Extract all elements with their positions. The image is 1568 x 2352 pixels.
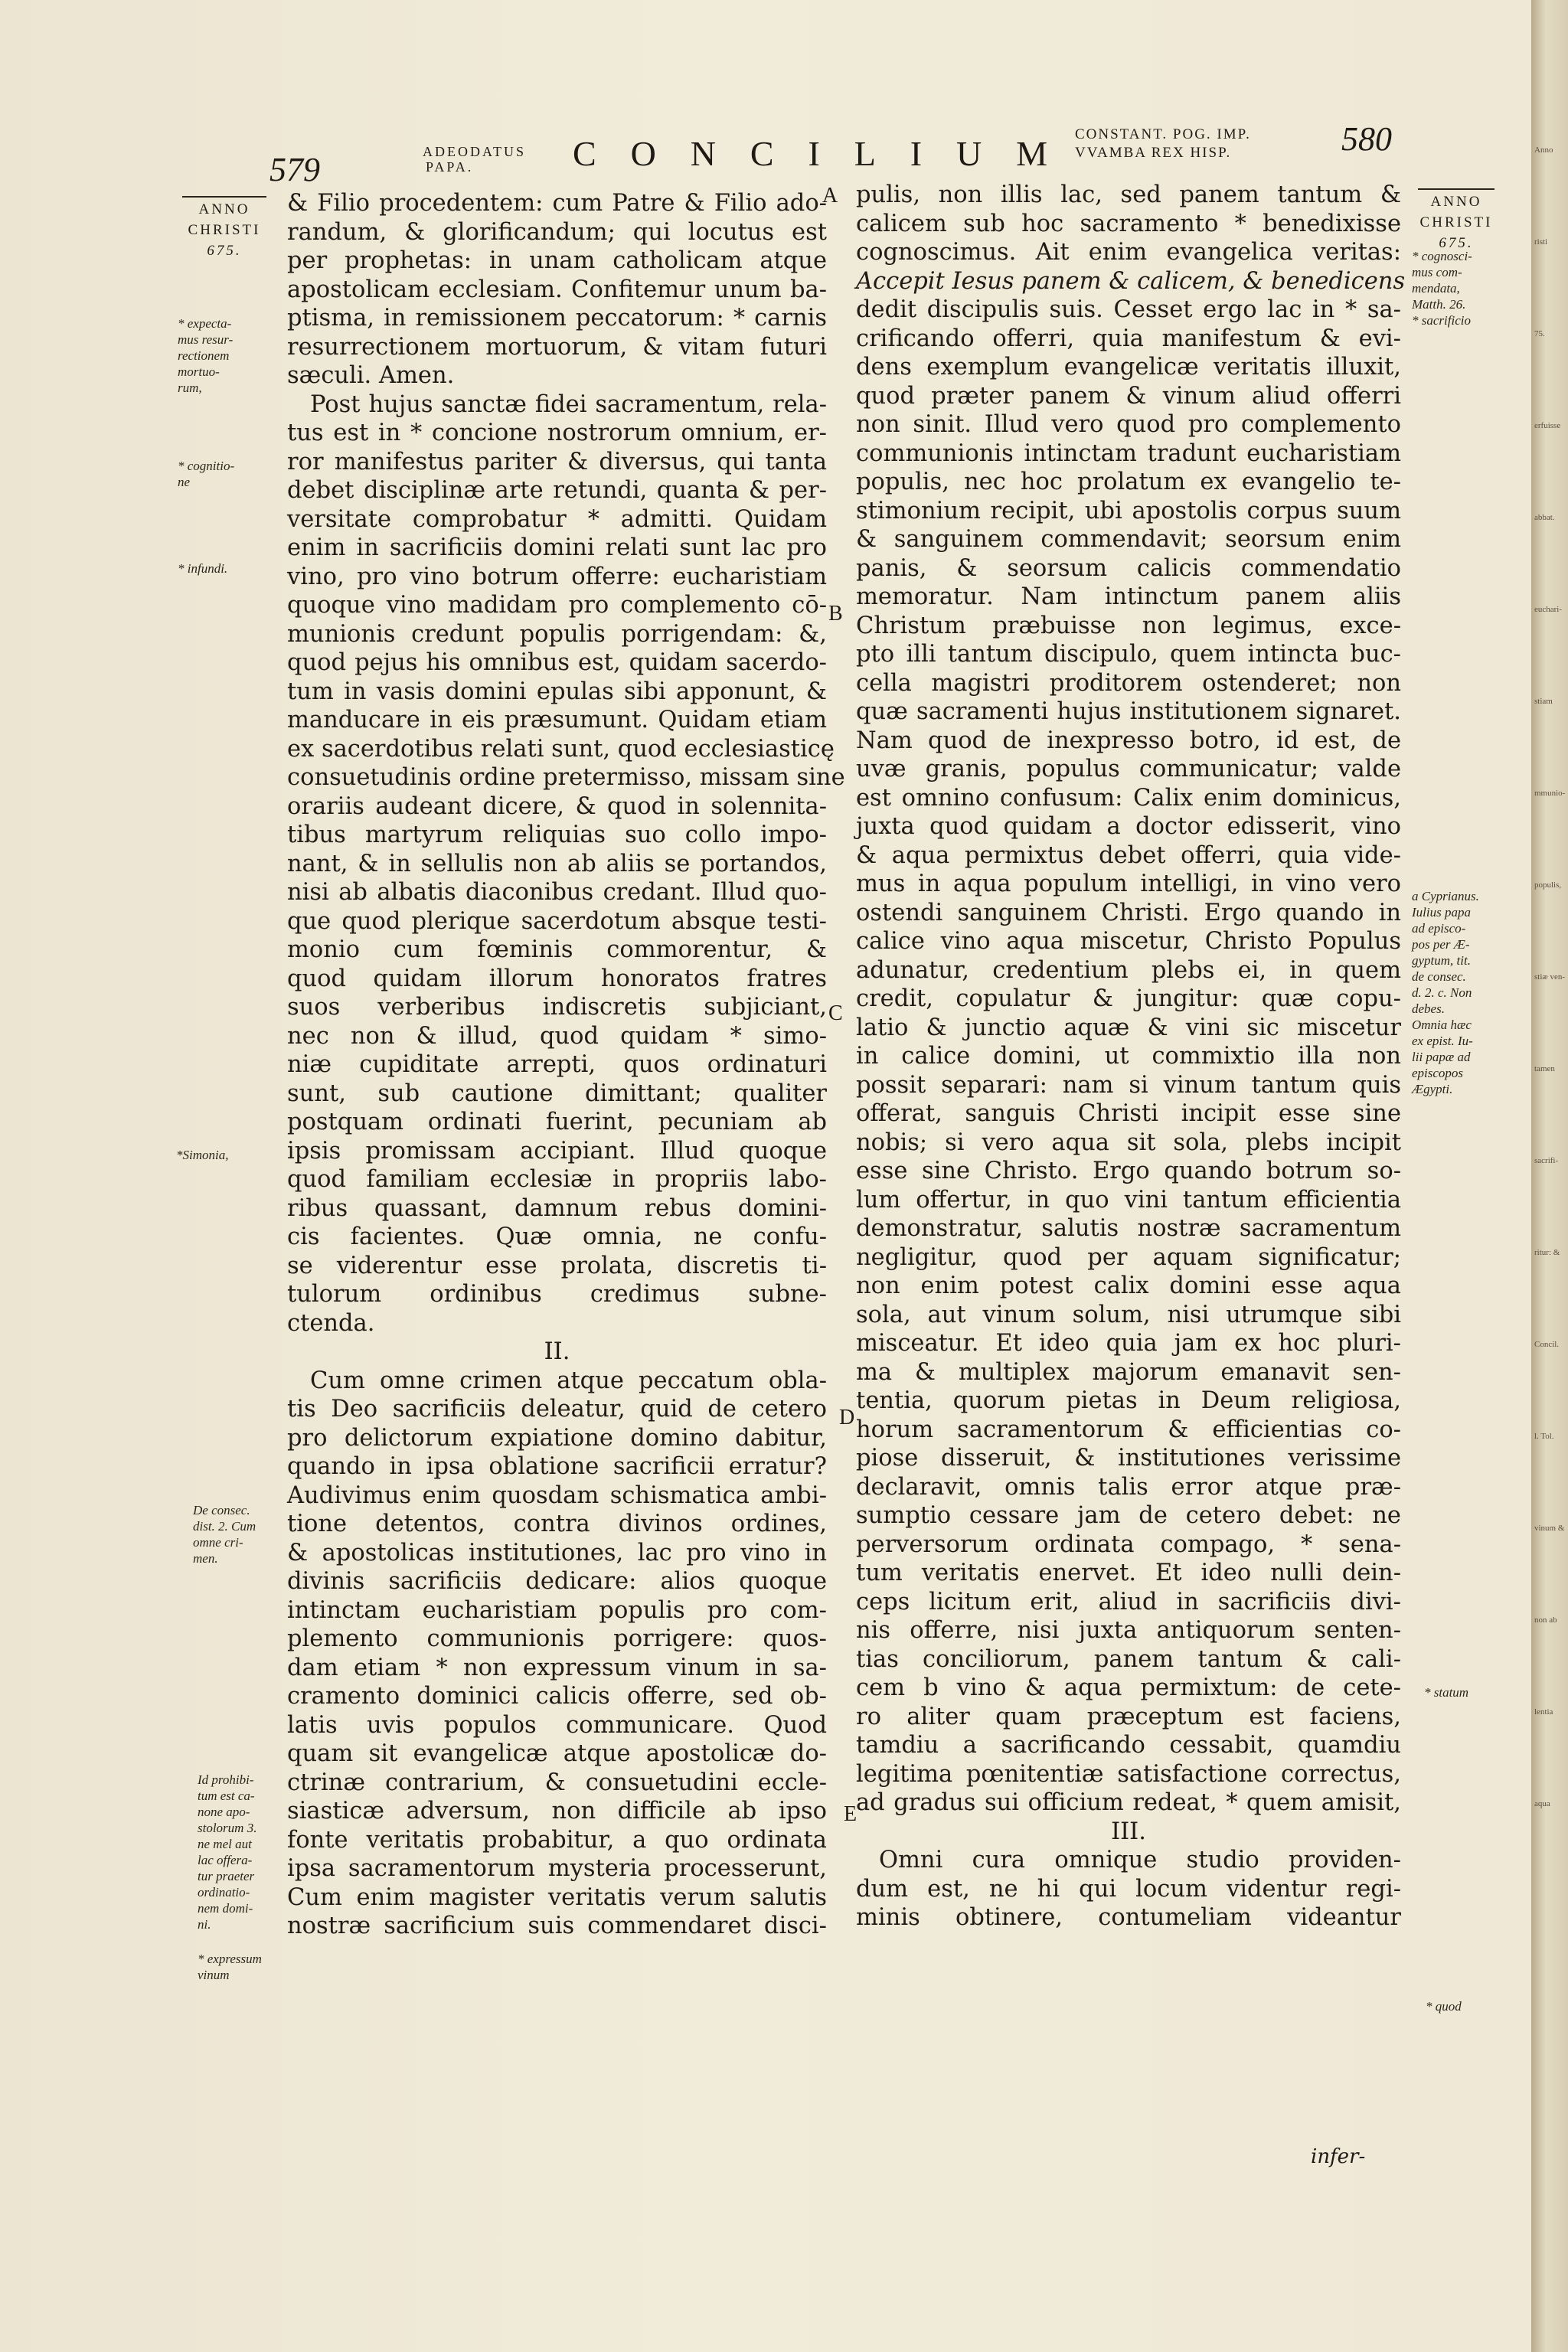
text-line: nec non & illud, quod quidam * simo-	[287, 1022, 827, 1050]
text-line: siasticæ adversum, non difficile ab ipso	[287, 1798, 827, 1824]
text-line: monio cum fœminis commorentur, &	[287, 936, 827, 963]
facing-page-fragment: vinum &	[1534, 1524, 1565, 1533]
text-line: quod familiam ecclesiæ in propriis labo-	[287, 1166, 827, 1193]
text-line: quæ sacramenti hujus institutionem signaret.	[856, 698, 1401, 725]
margin-note-line: Id prohibi-	[198, 1772, 254, 1787]
margin-note-line: Omnia hæc	[1412, 1018, 1472, 1032]
section-letter: C	[828, 1001, 843, 1025]
margin-note-line: rectionem	[178, 348, 230, 363]
margin-note-left	[178, 560, 227, 577]
text-line: legitima pœnitentiæ satisfactione correctus,	[856, 1760, 1401, 1788]
title-letter: C	[750, 134, 774, 173]
text-line: dam etiam * non expressum vinum in sa-	[287, 1654, 827, 1681]
text-line: memoratur. Nam intinctum panem aliis	[856, 583, 1401, 610]
text-line: que quod plerique sacerdotum absque testi-	[287, 907, 827, 935]
margin-note-line: lii papæ ad	[1412, 1050, 1471, 1064]
section-letter: B	[828, 602, 843, 626]
text-line: uvæ granis, populus communicatur; valde	[856, 756, 1401, 782]
text-line: divinis sacrificiis dedicare: alios quoque	[287, 1568, 827, 1595]
facing-page-fragment: aqua	[1534, 1799, 1550, 1808]
text-line: postquam ordinati fuerint, pecuniam ab	[287, 1109, 827, 1135]
margin-note-line: De consec.	[193, 1503, 250, 1517]
margin-note-line: none apo-	[198, 1805, 250, 1819]
margin-note-line: episcopos	[1412, 1066, 1464, 1080]
ruler-emperor: CONSTANT. POG. IMP.	[1075, 126, 1251, 142]
text-line: per prophetas: in unam catholicam atque	[287, 247, 827, 274]
text-line: non enim potest calix domini esse aqua	[856, 1272, 1401, 1299]
facing-page-fragment: abbat.	[1534, 513, 1555, 522]
margin-note-line: dist. 2. Cum	[193, 1519, 256, 1534]
text-line: cem b vino & aqua permixtum: de cete-	[856, 1674, 1401, 1701]
margin-note-line: * expecta-	[178, 316, 232, 331]
margin-note-line: * sacrificio	[1412, 313, 1471, 328]
facing-page-fragment: stiæ ven-	[1534, 972, 1566, 982]
margin-note-line: pos per Æ-	[1412, 937, 1470, 952]
margin-note-left	[178, 315, 233, 396]
text-line: credit, copulatur & jungitur: quæ copu-	[856, 985, 1401, 1012]
facing-page-fragment: risti	[1534, 237, 1548, 247]
text-line: ipsis promissam accipiant. Illud quoque	[287, 1137, 827, 1165]
margin-note-line: ordinatio-	[198, 1885, 250, 1900]
text-line: minis obtinere, contumeliam videantur	[856, 1904, 1401, 1931]
margin-note-line: de consec.	[1412, 969, 1466, 984]
text-line: quam sit evangelicæ atque apostolicæ do-	[287, 1740, 827, 1767]
text-line: & aqua permixtus debet offerri, quia vide-	[856, 841, 1401, 869]
facing-page-fragment: populis,	[1534, 880, 1562, 890]
text-line: latis uvis populos communicare. Quod	[287, 1711, 827, 1739]
text-line: horum sacramentorum & efficientias co-	[856, 1416, 1401, 1443]
margin-note-line: lac offera-	[198, 1853, 253, 1867]
margin-note-line: * quod	[1426, 1999, 1462, 2014]
text-line: vino, pro vino botrum offerre: eucharistiam	[287, 563, 827, 590]
margin-note-line: mendata,	[1412, 281, 1460, 296]
text-line: ribus quassant, damnum rebus domini-	[287, 1194, 827, 1222]
text-line: quod quidam illorum honoratos fratres	[287, 965, 827, 992]
text-line: quod pejus his omnibus est, quidam sacerdo-	[287, 649, 827, 676]
margin-note-line: mus com-	[1412, 265, 1462, 279]
text-line: panis, & seorsum calicis commendatio	[856, 554, 1401, 582]
margin-note-left	[193, 1502, 256, 1566]
text-line: plemento communionis porrigere: quos-	[287, 1625, 827, 1652]
year-label: CHRISTI	[188, 222, 261, 238]
title-letter: C	[573, 134, 596, 173]
margin-note-right	[1426, 1998, 1462, 2014]
text-line: niæ cupiditate arrepti, quos ordinaturi	[287, 1051, 827, 1078]
text-line: manducare in eis præsumunt. Quidam etiam	[287, 707, 827, 733]
facing-page-fragment: sacrifi-	[1534, 1156, 1559, 1165]
text-line: nis offerre, nisi juxta antiquorum senten-	[856, 1617, 1401, 1644]
text-line: ror manifestus pariter & diversus, qui tanta	[287, 448, 827, 475]
text-line: consuetudinis ordine pretermisso, missam sine	[287, 764, 845, 791]
facing-page-fragment: Anno	[1534, 145, 1553, 155]
text-line: apostolicam ecclesiam. Confitemur unum ba-	[287, 276, 827, 303]
text-line: & sanguinem commendavit; seorsum enim	[856, 526, 1401, 553]
margin-note-line: Ægypti.	[1412, 1082, 1453, 1096]
pope-title: PAPA.	[426, 159, 474, 175]
margin-note-line: *Simonia,	[176, 1148, 229, 1162]
text-line: quoque vino madidam pro complemento cō-	[287, 592, 827, 619]
text-line: calice vino aqua miscetur, Christo Populus	[856, 928, 1401, 955]
margin-note-line: gyptum, tit.	[1412, 953, 1471, 968]
text-line: ctenda.	[287, 1309, 375, 1337]
text-line: nobis; si vero aqua sit sola, plebs incipit	[856, 1129, 1401, 1156]
facing-page-fragment: lentia	[1534, 1707, 1553, 1717]
text-line: latio & junctio aquæ & vini sic miscetur	[856, 1014, 1401, 1041]
text-line: est omnino confusum: Calix enim dominicus,	[856, 784, 1401, 812]
text-line: debet disciplinæ arte retundi, quanta & per-	[287, 477, 827, 504]
text-line: demonstratur, salutis nostræ sacramentum	[856, 1215, 1401, 1242]
facing-page-fragment: tamen	[1534, 1064, 1555, 1073]
text-line: ma & multiplex majorum emanavit sen-	[856, 1358, 1401, 1386]
year-rule	[1418, 188, 1494, 190]
margin-note-line: rum,	[178, 381, 202, 395]
text-line: munionis credunt populis porrigendam: &,	[287, 620, 827, 648]
text-line: ctrinæ contrarium, & consuetudini eccle-	[287, 1769, 827, 1796]
title-letter: N	[690, 134, 716, 173]
text-line: perversorum ordinata compago, * sena-	[856, 1530, 1401, 1558]
running-head-rulers	[1075, 126, 1251, 162]
pope-name: ADEODATUS	[423, 144, 526, 159]
margin-note-line: * infundi.	[178, 561, 228, 576]
text-line: lum offertur, in quo vini tantum efficientia	[856, 1186, 1401, 1214]
text-line: dum est, ne hi qui locum videntur regi-	[856, 1875, 1401, 1903]
year-rule	[182, 196, 266, 198]
text-line: adunatur, credentium plebs ei, in quem	[856, 956, 1401, 984]
facing-page-fragment: euchari-	[1534, 605, 1563, 614]
facing-page-fragment: 75.	[1534, 329, 1545, 338]
text-line: offerat, sanguis Christi incipit esse sine	[856, 1100, 1401, 1127]
text-line: pro delictorum expiatione domino dabitur,	[287, 1424, 827, 1452]
margin-note-left	[198, 1772, 256, 1932]
margin-note-line: Matth. 26.	[1412, 297, 1466, 312]
text-line: populis, nec hoc prolatum ex evangelio te-	[856, 469, 1401, 495]
text-line: suos verberibus indiscretis subjiciant,	[287, 994, 827, 1021]
text-line: misceatur. Et ideo quia jam ex hoc pluri-	[856, 1330, 1401, 1357]
text-line: & Filio procedentem: cum Patre & Filio ado-	[287, 190, 827, 217]
margin-note-line: ne mel aut	[198, 1837, 252, 1851]
title-letter: L	[854, 134, 876, 173]
margin-note-line: * statum	[1424, 1685, 1469, 1700]
margin-note-line: stolorum 3.	[198, 1821, 257, 1835]
page-number-right: 580	[1341, 120, 1392, 158]
margin-note-line: * cognitio-	[178, 459, 235, 473]
text-line: ostendi sanguinem Christi. Ergo quando in	[856, 899, 1401, 926]
text-line: dedit discipulis suis. Cesset ergo lac in * sa-	[856, 296, 1401, 323]
section-letter: D	[839, 1406, 855, 1429]
text-line: ad gradus sui officium redeat, * quem amisit,	[856, 1789, 1401, 1816]
year-value: 675.	[1439, 235, 1474, 251]
text-line: ceps licitum erit, aliud in sacrificiis divi-	[856, 1588, 1401, 1615]
text-line: randum, & glorificandum; qui locutus est	[287, 218, 827, 246]
margin-note-line: ex epist. Iu-	[1412, 1034, 1473, 1048]
margin-note-line: nem domi-	[198, 1901, 253, 1916]
text-line: tibus martyrum reliquias suo collo impo-	[287, 822, 827, 848]
text-line: sunt, sub cautione dimittant; qualiter	[287, 1080, 827, 1107]
text-line: Cum omne crimen atque peccatum obla-	[310, 1367, 827, 1394]
margin-note-line: ne	[178, 475, 191, 489]
text-line: tione detentos, contra divinos ordines,	[287, 1511, 827, 1537]
title-letter: M	[1016, 134, 1047, 173]
text-line: orariis audeant dicere, & quod in solennita-	[287, 792, 827, 820]
margin-note-line: a Cyprianus.	[1412, 889, 1479, 903]
facing-page-fragment: l. Tol.	[1534, 1432, 1554, 1441]
margin-note-line: * cognosci-	[1412, 249, 1472, 263]
text-line: ptisma, in remissionem peccatorum: * carnis	[287, 305, 827, 332]
text-line: in calice domini, ut commixtio illa non	[856, 1043, 1401, 1070]
text-line: calicem sub hoc sacramento * benedixisse	[856, 210, 1401, 237]
year-label: ANNO	[198, 201, 250, 217]
year-value: 675.	[207, 243, 242, 259]
text-line: versitate comprobatur * admitti. Quidam	[287, 505, 827, 533]
text-line: tum veritatis enervet. Et ideo nulli dein-	[856, 1560, 1401, 1586]
margin-note-line: d. 2. c. Non	[1412, 985, 1472, 1000]
margin-note-right	[1412, 248, 1472, 328]
facing-page-fragment: Concil.	[1534, 1340, 1560, 1349]
text-line: Cum enim magister veritatis verum salutis	[287, 1883, 827, 1911]
page-number-left: 579	[270, 151, 320, 188]
text-line: tum in vasis domini epulas sibi apponunt, &	[287, 678, 827, 705]
text-line: & apostolicas institutiones, lac pro vino in	[287, 1539, 827, 1566]
section-letter: E	[844, 1802, 858, 1826]
title-letter: I	[808, 134, 820, 173]
facing-page-fragment: stiam	[1534, 697, 1553, 706]
text-line: se viderentur esse prolata, discretis ti-	[287, 1252, 827, 1279]
text-line: ipsa sacramentorum mysteria processerunt,	[287, 1855, 827, 1882]
text-line: tentia, quorum pietas in Deum religiosa,	[856, 1387, 1401, 1414]
text-line: cis facientes. Quæ omnia, ne confu-	[287, 1223, 827, 1250]
text-line: nostræ sacrificium suis commendaret disci-	[287, 1913, 827, 1939]
text-line: communionis intinctam tradunt eucharistiam	[856, 439, 1401, 467]
text-line: tis Deo sacrificiis deleatur, quid de cetero	[287, 1396, 827, 1423]
year-box-left	[175, 194, 274, 261]
margin-note-left	[198, 1951, 262, 1983]
running-head-pope	[423, 144, 526, 175]
facing-page-edge	[1531, 0, 1568, 2352]
margin-note-right	[1412, 888, 1479, 1097]
margin-note-line: tum est ca-	[198, 1788, 255, 1803]
text-line: pto illi tantum discipulo, quem intincta buc-	[856, 641, 1401, 668]
year-label: ANNO	[1430, 194, 1482, 210]
facing-page-fragment: erfuisse	[1534, 421, 1561, 430]
text-line: sumptio cessare jam de cetero debet: ne	[856, 1502, 1401, 1529]
text-line: cognoscimus. Ait enim evangelica veritas:	[856, 239, 1401, 266]
text-column-right	[856, 181, 1406, 1932]
text-line: negligitur, quod per aquam significatur;	[856, 1243, 1401, 1271]
text-line: non sinit. Illud vero quod pro complemento	[856, 411, 1401, 438]
text-line: quod præter panem & vinum aliud offerri	[856, 382, 1401, 410]
title-letter: O	[630, 134, 656, 173]
text-line: Christum præbuisse non legimus, exce-	[856, 612, 1401, 639]
margin-note-line: men.	[193, 1551, 218, 1566]
text-line: tias conciliorum, panem tantum & cali-	[856, 1645, 1401, 1673]
text-line: intinctam eucharistiam populis pro com-	[287, 1596, 827, 1624]
text-line: III.	[1111, 1818, 1146, 1845]
text-line: ex sacerdotibus relati sunt, quod ecclesiasticę	[287, 735, 835, 763]
text-line: tulorum ordinibus credimus subne-	[287, 1281, 827, 1308]
text-line: nisi ab albatis diaconibus credant. Illud quo-	[287, 879, 827, 906]
title-letter: U	[956, 134, 982, 173]
text-line: sæculi. Amen.	[287, 362, 455, 389]
text-line: pulis, non illis lac, sed panem tantum &	[856, 181, 1401, 208]
text-line: mus in aqua populum intelligi, in vino vero	[856, 871, 1401, 897]
title-letter: I	[910, 134, 923, 173]
catchword: infer-	[1311, 2145, 1366, 2168]
margin-note-line: vinum	[198, 1968, 230, 1982]
margin-note-line: tur praeter	[198, 1869, 255, 1883]
margin-note-left	[176, 1147, 228, 1163]
text-line: tamdiu a sacrificando cessabit, quamdiu	[856, 1732, 1401, 1759]
text-column-left	[287, 189, 845, 1941]
text-line: quando in ipsa oblatione sacrificii erratur?	[287, 1453, 827, 1480]
text-line: crificando offerri, quia manifestum & evi-	[856, 325, 1401, 352]
margin-note-left	[178, 458, 234, 490]
text-line: declaravit, omnis talis error atque præ-	[856, 1473, 1401, 1501]
margin-note-line: debes.	[1412, 1001, 1445, 1016]
text-line: juxta quod quidam a doctor edisserit, vino	[856, 813, 1401, 840]
text-line: dens exemplum evangelicæ veritatis illuxit,	[856, 354, 1401, 381]
text-line: cramento dominici calicis offerre, sed ob-	[287, 1683, 827, 1710]
text-line: resurrectionem mortuorum, & vitam futuri	[287, 333, 827, 361]
text-line: piose disseruit, & institutiones verissime	[856, 1445, 1401, 1472]
text-line: Omni cura omnique studio providen-	[879, 1847, 1401, 1873]
text-line: Audivimus enim quosdam schismatica ambi-	[287, 1481, 827, 1509]
text-line: tus est in * concione nostrorum omnium, er-	[287, 420, 827, 446]
margin-note-right	[1424, 1684, 1468, 1700]
text-line: enim in sacrificiis domini relati sunt lac pro	[287, 534, 827, 561]
text-line: esse sine Christo. Ergo quando botrum so-	[856, 1158, 1401, 1184]
text-line: nant, & in sellulis non ab aliis se portandos,	[287, 850, 827, 877]
margin-note-line: ni.	[198, 1917, 211, 1932]
year-label: CHRISTI	[1419, 214, 1493, 230]
margin-note-line: mortuo-	[178, 364, 220, 379]
text-line: Post hujus sanctæ fidei sacramentum, rela-	[310, 390, 827, 418]
margin-note-line: Iulius papa	[1412, 905, 1471, 920]
text-line: stimonium recipit, ubi apostolis corpus suum	[856, 497, 1401, 524]
facing-page-fragment: non ab	[1534, 1615, 1557, 1625]
text-line: ro aliter quam præceptum est faciens,	[856, 1703, 1401, 1730]
margin-note-line: ad episco-	[1412, 921, 1466, 936]
text-line: cella magistri proditorem ostenderet; non	[856, 669, 1401, 697]
margin-note-line: mus resur-	[178, 332, 234, 347]
facing-page-fragment: mmunio-	[1534, 789, 1566, 798]
margin-note-line: * expressum	[198, 1952, 262, 1966]
text-line: Nam quod de inexpresso botro, id est, de	[856, 727, 1401, 754]
section-letter: A	[822, 184, 838, 207]
text-line: sola, aut vinum solum, nisi utrumque sibi	[856, 1301, 1401, 1328]
ruler-king: VVAMBA REX HISP.	[1075, 145, 1232, 161]
text-line: fonte veritatis probabitur, a quo ordinata	[287, 1826, 827, 1854]
year-box-right	[1410, 187, 1502, 253]
text-line: possit separari: nam si vinum tantum quis	[856, 1071, 1401, 1099]
margin-note-line: omne cri-	[193, 1535, 243, 1550]
text-line: II.	[544, 1338, 570, 1365]
facing-page-fragment: ritur: &	[1534, 1248, 1560, 1257]
running-head-title	[573, 133, 1047, 174]
text-line: Accepit Iesus panem & calicem, & benedicens	[856, 267, 1406, 295]
